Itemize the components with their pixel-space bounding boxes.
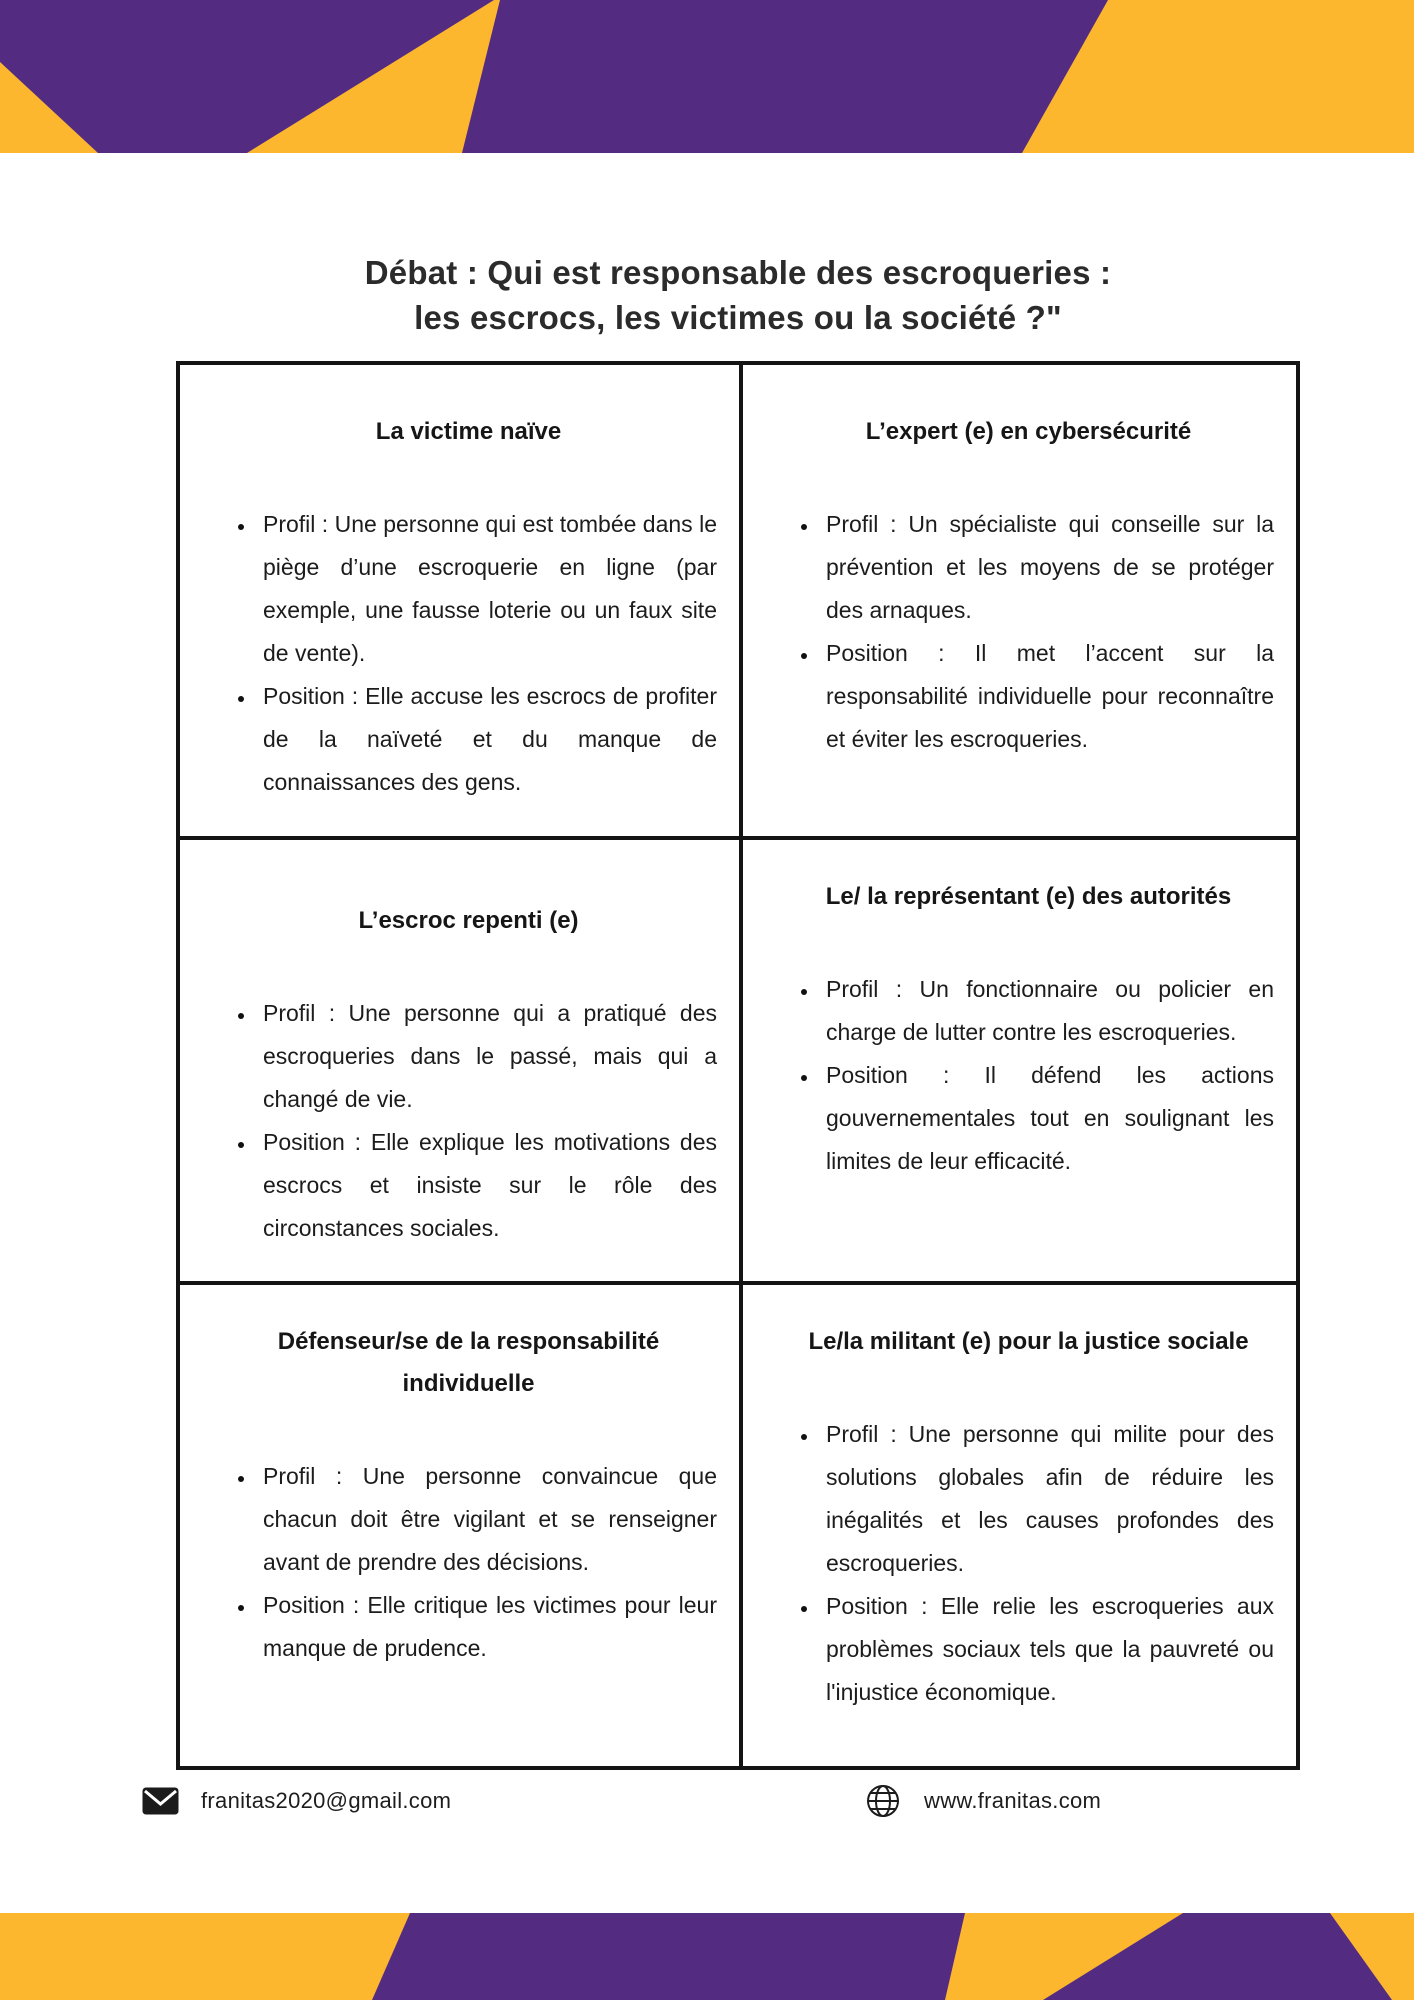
bullet-list	[220, 1455, 717, 1670]
bullet-profil: • Profil : Un fonctionnaire ou policier en charge de lutter contre les escroqueries.	[819, 968, 1274, 1054]
cell-title: Le/la militant (e) pour la justice sociale	[808, 1328, 1249, 1355]
bullet-profil: • Profil : Une personne qui milite pour des solutions globales afin de réduire les inégalités et les causes profondes des escroqueries.	[819, 1413, 1274, 1585]
cell-title: Le/ la représentant (e) des autorités	[825, 883, 1232, 910]
top-banner-decoration	[0, 0, 1414, 153]
roles-table	[176, 361, 1300, 1770]
bullet-profil: • Profil : Une personne qui a pratiqué des escroqueries dans le passé, mais qui a changé de vie.	[256, 992, 717, 1121]
bullet-position: • Position : Il met l’accent sur la responsabilité individuelle pour reconnaître et éviter les escroqueries.	[819, 632, 1274, 761]
cell-title: L’escroc repenti (e)	[358, 907, 579, 934]
footer-email-text: franitas2020@gmail.com	[201, 1788, 452, 1813]
table-cell-escroc-repenti	[180, 840, 743, 1285]
cell-title: Défenseur/se de la responsabilité individuelle	[277, 1328, 660, 1397]
banner-shape-center	[372, 1913, 965, 2000]
banner-shape-center	[462, 0, 1108, 153]
page-title	[176, 250, 1300, 340]
footer-email-block	[142, 1781, 451, 1821]
bullet-list	[220, 992, 717, 1250]
bullet-profil: • Profil : Une personne qui est tombée dans le piège d’une escroquerie en ligne (par exemple, une fausse loterie ou un faux site de vente).	[256, 503, 717, 675]
bullet-list	[783, 1413, 1274, 1714]
bullet-list	[783, 503, 1274, 761]
page-title-line1: Débat : Qui est responsable des escroqueries :	[364, 254, 1112, 291]
footer-website-block	[864, 1781, 1101, 1821]
globe-icon	[864, 1782, 902, 1820]
bottom-banner-decoration	[0, 1913, 1414, 2000]
bullet-position: • Position : Elle accuse les escrocs de profiter de la naïveté et du manque de connaissances des gens.	[256, 675, 717, 804]
bullet-position: • Position : Elle explique les motivations des escrocs et insiste sur le rôle des circonstances sociales.	[256, 1121, 717, 1250]
table-cell-victime-naive	[180, 365, 743, 840]
bullet-position: • Position : Elle relie les escroqueries aux problèmes sociaux tels que la pauvreté ou l'injustice économique.	[819, 1585, 1274, 1714]
table-cell-expert-cybersecurite	[743, 365, 1296, 840]
bullet-list	[783, 968, 1274, 1183]
envelope-icon	[142, 1787, 179, 1815]
bullet-position: • Position : Il défend les actions gouvernementales tout en soulignant les limites de leur efficacité.	[819, 1054, 1274, 1183]
table-cell-defenseur-responsabilite	[180, 1285, 743, 1766]
footer-website-text: www.franitas.com	[924, 1788, 1102, 1813]
page-title-line2: les escrocs, les victimes ou la société ?"	[414, 299, 1062, 336]
bullet-position: • Position : Elle critique les victimes pour leur manque de prudence.	[256, 1584, 717, 1670]
cell-title: L’expert (e) en cybersécurité	[865, 418, 1192, 445]
bullet-profil: • Profil : Une personne convaincue que chacun doit être vigilant et se renseigner avant de prendre des décisions.	[256, 1455, 717, 1584]
table-cell-representant-autorites	[743, 840, 1296, 1285]
bullet-profil: • Profil : Un spécialiste qui conseille sur la prévention et les moyens de se protéger des arnaques.	[819, 503, 1274, 632]
bullet-list	[220, 503, 717, 804]
table-cell-militant-justice-sociale	[743, 1285, 1296, 1766]
cell-title: La victime naïve	[375, 418, 562, 445]
